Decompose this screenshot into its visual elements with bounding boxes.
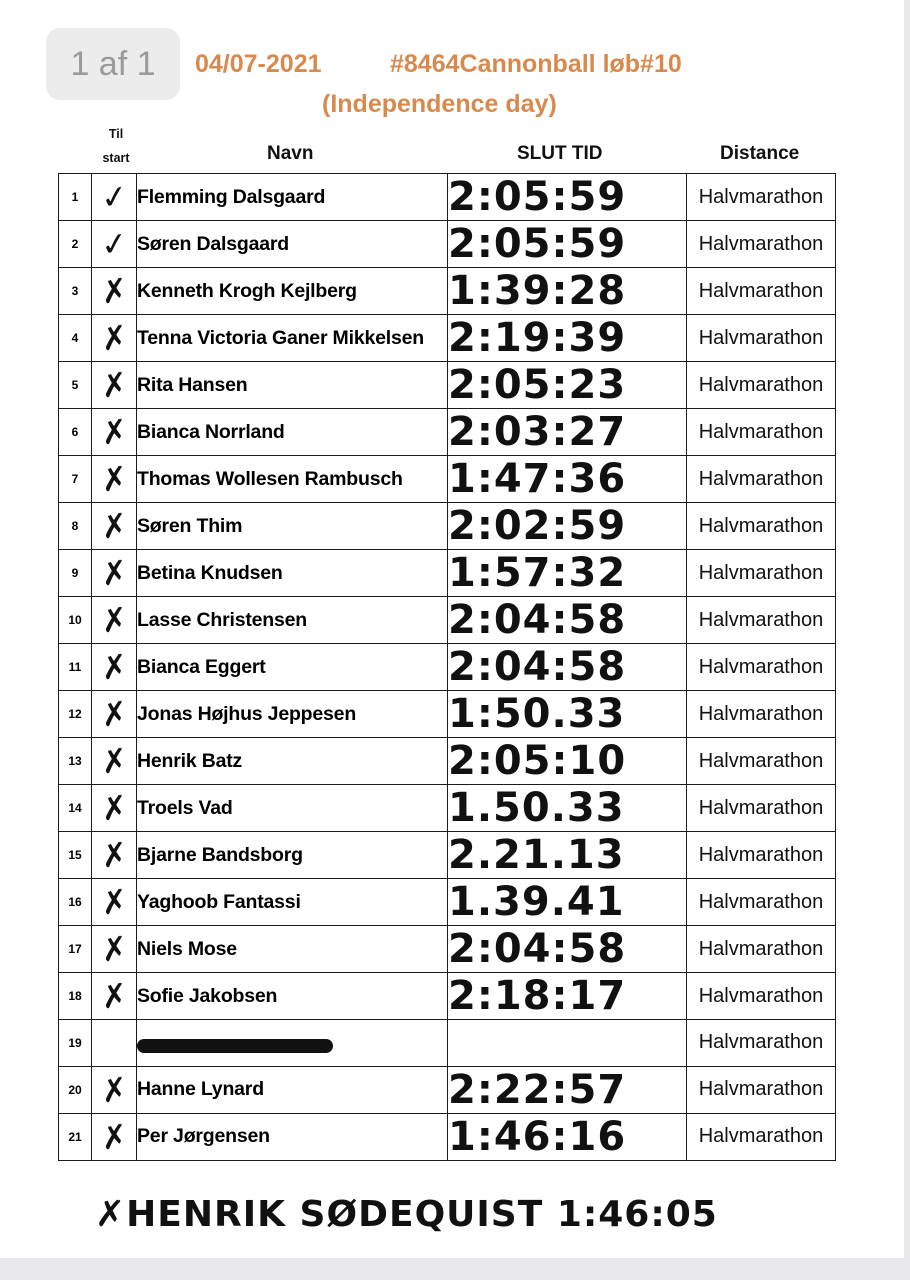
column-header-distance: Distance (720, 143, 800, 164)
row-number: 3 (59, 268, 92, 315)
finish-time: 2:05:59 (448, 174, 687, 221)
row-number: 4 (59, 315, 92, 362)
finish-time: 2:19:39 (448, 315, 687, 362)
table-row (59, 879, 836, 926)
table-row (59, 1066, 836, 1113)
row-number: 1 (59, 174, 92, 221)
runner-name: Bianca Norrland (137, 409, 448, 456)
row-number: 11 (59, 644, 92, 691)
handwritten-check-mark: ✗ (98, 834, 130, 876)
start-check-cell (92, 315, 137, 362)
race-distance: Halvmarathon (687, 315, 836, 362)
race-distance: Halvmarathon (687, 1113, 836, 1160)
start-check-cell (92, 550, 137, 597)
finish-time: 1.50.33 (448, 785, 687, 832)
start-check-cell (92, 644, 137, 691)
row-number: 20 (59, 1066, 92, 1113)
row-number: 10 (59, 597, 92, 644)
finish-time: 2:05:10 (448, 738, 687, 785)
race-distance: Halvmarathon (687, 738, 836, 785)
race-distance: Halvmarathon (687, 832, 836, 879)
start-check-cell (92, 221, 137, 268)
race-distance: Halvmarathon (687, 550, 836, 597)
handwritten-check-mark: ✓ (98, 176, 130, 218)
race-distance: Halvmarathon (687, 221, 836, 268)
race-distance: Halvmarathon (687, 1066, 836, 1113)
race-distance: Halvmarathon (687, 926, 836, 973)
race-distance: Halvmarathon (687, 785, 836, 832)
runner-name: Hanne Lynard (137, 1066, 448, 1113)
row-number: 7 (59, 456, 92, 503)
start-check-cell (92, 926, 137, 973)
table-row (59, 174, 836, 221)
row-number: 6 (59, 409, 92, 456)
runner-name: Bjarne Bandsborg (137, 832, 448, 879)
handwritten-check-mark: ✗ (98, 787, 130, 829)
row-number: 19 (59, 1020, 92, 1067)
runner-name: Bianca Eggert (137, 644, 448, 691)
row-number: 21 (59, 1113, 92, 1160)
race-distance: Halvmarathon (687, 644, 836, 691)
start-check-cell (92, 738, 137, 785)
table-row (59, 785, 836, 832)
row-number: 17 (59, 926, 92, 973)
row-number: 16 (59, 879, 92, 926)
finish-time: 2:22:57 (448, 1066, 687, 1113)
handwritten-check-mark: ✗ (98, 693, 130, 735)
race-distance: Halvmarathon (687, 973, 836, 1020)
row-number: 13 (59, 738, 92, 785)
runner-name: Yaghoob Fantassi (137, 879, 448, 926)
column-header-time: SLUT TID (517, 143, 603, 164)
runner-name: Tenna Victoria Ganer Mikkelsen (137, 315, 448, 362)
finish-time: 2:02:59 (448, 503, 687, 550)
table-row (59, 1020, 836, 1067)
table-row (59, 268, 836, 315)
start-check-cell (92, 1066, 137, 1113)
handwritten-check-mark: ✗ (98, 364, 130, 406)
table-row (59, 315, 836, 362)
race-distance: Halvmarathon (687, 268, 836, 315)
column-header-start: Til start (102, 127, 130, 165)
race-distance: Halvmarathon (687, 409, 836, 456)
handwritten-check-mark: ✗ (98, 599, 130, 641)
handwritten-check-mark: ✗ (98, 646, 130, 688)
finish-time: 2:03:27 (448, 409, 687, 456)
table-row (59, 597, 836, 644)
runner-name-redacted (137, 1020, 448, 1067)
finish-time: 2:18:17 (448, 973, 687, 1020)
start-check-cell (92, 879, 137, 926)
event-date: 04/07-2021 (195, 50, 322, 78)
column-header-name: Navn (267, 143, 314, 164)
event-title: #8464Cannonball løb#10 (390, 50, 682, 78)
start-check-cell (92, 456, 137, 503)
race-distance: Halvmarathon (687, 879, 836, 926)
handwritten-check-mark: ✗ (98, 975, 130, 1017)
finish-time: 1:47:36 (448, 456, 687, 503)
race-distance: Halvmarathon (687, 691, 836, 738)
finish-time: 2:04:58 (448, 926, 687, 973)
finish-time: 2:05:23 (448, 362, 687, 409)
finish-time: 2.21.13 (448, 832, 687, 879)
table-row (59, 456, 836, 503)
runner-name: Jonas Højhus Jeppesen (137, 691, 448, 738)
handwritten-check-mark: ✗ (98, 317, 130, 359)
table-row (59, 832, 836, 879)
results-table (58, 173, 836, 1161)
event-subtitle: (Independence day) (322, 90, 557, 118)
table-row (59, 221, 836, 268)
row-number: 2 (59, 221, 92, 268)
handwritten-check-mark: ✗ (98, 270, 130, 312)
race-distance: Halvmarathon (687, 456, 836, 503)
row-number: 5 (59, 362, 92, 409)
start-check-cell (92, 1113, 137, 1160)
start-check-cell (92, 409, 137, 456)
row-number: 8 (59, 503, 92, 550)
finish-time: 1:57:32 (448, 550, 687, 597)
page-indicator: 1 af 1 (46, 28, 180, 100)
runner-name: Sofie Jakobsen (137, 973, 448, 1020)
start-check-cell (92, 503, 137, 550)
finish-time: 2:04:58 (448, 597, 687, 644)
handwritten-footer-note: ✗HENRIK SØDEQUIST 1:46:05 (95, 1194, 718, 1235)
redaction-bar (137, 1039, 333, 1053)
row-number: 9 (59, 550, 92, 597)
race-distance: Halvmarathon (687, 1020, 836, 1067)
finish-time (448, 1020, 687, 1067)
start-check-cell (92, 785, 137, 832)
row-number: 14 (59, 785, 92, 832)
handwritten-check-mark: ✗ (98, 458, 130, 500)
start-check-cell (92, 174, 137, 221)
runner-name: Søren Dalsgaard (137, 221, 448, 268)
table-row (59, 1113, 836, 1160)
table-row (59, 973, 836, 1020)
table-row (59, 691, 836, 738)
race-distance: Halvmarathon (687, 503, 836, 550)
table-row (59, 644, 836, 691)
start-check-cell (92, 1020, 137, 1067)
start-check-cell (92, 973, 137, 1020)
runner-name: Per Jørgensen (137, 1113, 448, 1160)
table-row (59, 503, 836, 550)
start-check-cell (92, 268, 137, 315)
start-check-cell (92, 597, 137, 644)
start-check-cell (92, 362, 137, 409)
start-check-cell (92, 691, 137, 738)
table-row (59, 362, 836, 409)
handwritten-check-mark: ✗ (98, 928, 130, 970)
runner-name: Søren Thim (137, 503, 448, 550)
handwritten-check-mark: ✗ (98, 552, 130, 594)
finish-time: 1:39:28 (448, 268, 687, 315)
runner-name: Niels Mose (137, 926, 448, 973)
row-number: 18 (59, 973, 92, 1020)
handwritten-check-mark: ✓ (98, 223, 130, 265)
finish-time: 2:05:59 (448, 221, 687, 268)
table-row (59, 550, 836, 597)
table-row (59, 738, 836, 785)
runner-name: Kenneth Krogh Kejlberg (137, 268, 448, 315)
handwritten-check-mark: ✗ (98, 881, 130, 923)
runner-name: Rita Hansen (137, 362, 448, 409)
finish-time: 2:04:58 (448, 644, 687, 691)
runner-name: Betina Knudsen (137, 550, 448, 597)
handwritten-check-mark: ✗ (98, 411, 130, 453)
finish-time: 1:50.33 (448, 691, 687, 738)
handwritten-check-mark: ✗ (98, 740, 130, 782)
race-distance: Halvmarathon (687, 597, 836, 644)
race-distance: Halvmarathon (687, 362, 836, 409)
runner-name: Lasse Christensen (137, 597, 448, 644)
finish-time: 1:46:16 (448, 1113, 687, 1160)
finish-time: 1.39.41 (448, 879, 687, 926)
table-row (59, 409, 836, 456)
runner-name: Flemming Dalsgaard (137, 174, 448, 221)
runner-name: Henrik Batz (137, 738, 448, 785)
start-check-cell (92, 832, 137, 879)
row-number: 12 (59, 691, 92, 738)
handwritten-check-mark: ✗ (98, 1115, 130, 1158)
runner-name: Thomas Wollesen Rambusch (137, 456, 448, 503)
table-row (59, 926, 836, 973)
handwritten-check-mark: ✗ (98, 1068, 130, 1111)
race-distance: Halvmarathon (687, 174, 836, 221)
row-number: 15 (59, 832, 92, 879)
handwritten-check-mark: ✗ (98, 505, 130, 547)
runner-name: Troels Vad (137, 785, 448, 832)
